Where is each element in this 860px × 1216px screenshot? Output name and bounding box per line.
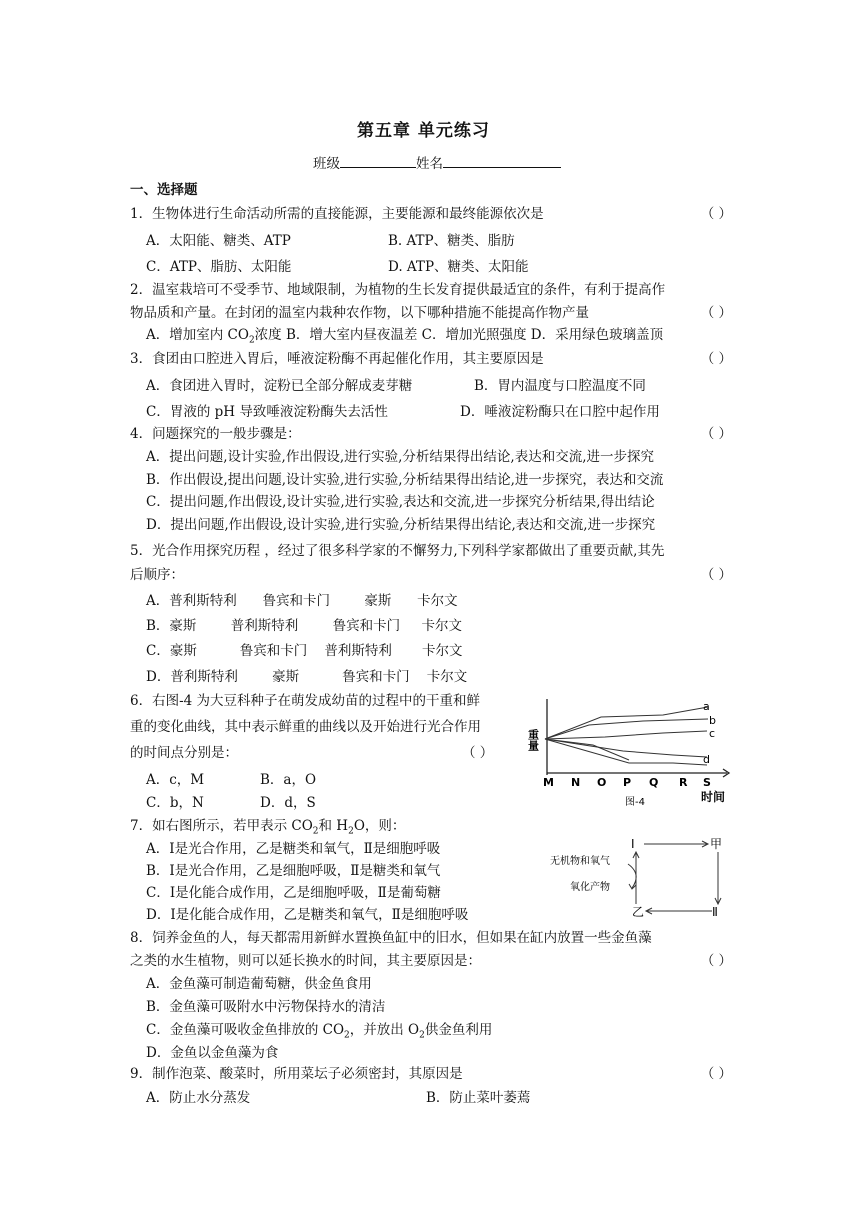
curve-label-c: c: [709, 727, 716, 740]
q8-option-c-part1: C．金鱼藻可吸收金鱼排放的 CO: [146, 1022, 345, 1038]
q5-stem-line2: 后顺序：: [130, 567, 184, 583]
q7-stem-part3: O，则：: [353, 818, 406, 834]
q5-answer-paren[interactable]: （ ）: [700, 567, 732, 583]
page-title: 第五章 单元练习: [357, 121, 490, 141]
q1-option-b: B. ATP、糖类、脂肪: [388, 233, 515, 249]
q9-option-a: A．防止水分蒸发: [146, 1090, 251, 1106]
q5-option-a: A．普利斯特利 鲁宾和卡门 豪斯 卡尔文: [146, 593, 458, 609]
q2-stem-line1: 2．温室栽培可不受季节、地域限制，为植物的生长发育提供最适宜的条件，有利于提高作: [130, 282, 666, 298]
class-label: 班级: [313, 156, 340, 172]
q8-stem-line1: 8．饲养金鱼的人，每天都需用新鲜水置换鱼缸中的旧水，但如果在缸内放置一些金鱼藻: [130, 930, 652, 946]
name-label: 姓名: [416, 156, 443, 172]
q4-option-c: C．提出问题,作出假设,设计实验,进行实验,表达和交流,进一步探究分析结果,得出结论: [146, 494, 655, 510]
q8-option-a: A．金鱼藻可制造葡萄糖，供金鱼食用: [146, 976, 372, 992]
q3-option-a: A．食团进入胃时，淀粉已全部分解成麦芽糖: [146, 378, 413, 394]
q3-option-b: B．胃内温度与口腔温度不同: [474, 378, 646, 394]
x-tick-m: M: [543, 776, 554, 789]
name-blank[interactable]: [443, 153, 561, 168]
section-heading: 一、选择题: [130, 182, 198, 198]
q5-stem-line1: 5．光合作用探究历程 ，经过了很多科学家的不懈努力,下列科学家都做出了重要贡献,其先: [130, 543, 665, 559]
node-yi: 乙: [632, 905, 645, 919]
x-tick-p: P: [623, 776, 632, 789]
q9-option-b: B．防止菜叶萎蔫: [426, 1090, 531, 1106]
figure-7-cycle-diagram: [540, 834, 730, 920]
q7-stem: 7．如右图所示，若甲表示 $CO_2$和 $H_2O$，则：: [130, 818, 406, 837]
q8-option-b: B．金鱼藻可吸附水中污物保持水的清洁: [146, 999, 386, 1015]
x-axis-label: 时间: [701, 790, 726, 804]
q4-answer-paren[interactable]: （ ）: [700, 426, 732, 442]
q4-option-a: A．提出问题,设计实验,作出假设,进行实验,分析结果得出结论,表达和交流,进一步探究: [146, 449, 654, 465]
q7-option-d: D．Ⅰ是化能合成作用，乙是糖类和氧气，Ⅱ是细胞呼吸: [146, 907, 469, 923]
q8-option-c-part3: 供金鱼利用: [424, 1022, 493, 1038]
figure-caption: 图-4: [625, 797, 645, 808]
q7-option-c: C．Ⅰ是化能合成作用，乙是细胞呼吸，Ⅱ是葡萄糖: [146, 885, 441, 901]
curve-label-a: a: [703, 700, 710, 713]
q4-option-b: B．作出假设,提出问题,设计实验,进行实验,分析结果得出结论,进一步探究，表达和交流: [146, 472, 664, 488]
figure-4-growth-chart: [526, 695, 733, 808]
q5-option-c: C．豪斯 鲁宾和卡门 普利斯特利 卡尔文: [146, 643, 463, 659]
q1-stem: 1．生物体进行生命活动所需的直接能源，主要能源和最终能源依次是: [130, 206, 544, 222]
q1-answer-paren[interactable]: （ ）: [700, 206, 732, 222]
q6-option-d: D．d，S: [260, 795, 316, 811]
student-info-line: [313, 152, 561, 172]
q6-option-b: B．a，O: [260, 772, 317, 788]
q9-stem: 9．制作泡菜、酸菜时，所用菜坛子必须密封，其原因是: [130, 1066, 463, 1082]
curve-a: [545, 707, 708, 739]
q8-option-c-part2: ，并放出 O: [349, 1022, 420, 1038]
q7-stem-part1: 7．如右图所示，若甲表示 CO: [130, 818, 313, 834]
x-tick-q: Q: [649, 776, 659, 789]
q7-stem-part2: 和 H: [318, 818, 349, 834]
q3-option-c: C．胃液的 pH 导致唾液淀粉酶失去活性: [146, 404, 388, 420]
q2-options: A．增加室内 $CO_2$浓度 B．增大室内昼夜温差 C．增加光照强度 D．采用绿色玻璃盖顶: [146, 327, 664, 346]
node-jia: 甲: [710, 837, 723, 851]
q8-stem-line2: 之类的水生植物，则可以延长换水的时间，其主要原因是：: [130, 953, 481, 969]
q1-option-a: A．太阳能、糖类、ATP: [146, 233, 291, 249]
q1-option-d: D. ATP、糖类、太阳能: [388, 259, 529, 275]
x-tick-r: R: [679, 776, 688, 789]
q3-option-d: D．唾液淀粉酶只在口腔中起作用: [460, 404, 660, 420]
x-tick-n: N: [571, 776, 581, 789]
y-axis-label: 重量: [526, 729, 540, 751]
q8-option-d: D．金鱼以金鱼藻为食: [146, 1045, 279, 1061]
q2-answer-paren[interactable]: （ ）: [700, 305, 732, 321]
label-inorganic-oxygen: 无机物和氧气: [550, 856, 610, 867]
q6-stem-line1: 6．右图-4 为大豆科种子在萌发成幼苗的过程中的干重和鲜: [130, 693, 481, 709]
x-tick-o: O: [597, 776, 607, 789]
q4-option-d: D．提出问题,作出假设,设计实验,进行实验,分析结果得出结论,表达和交流,进一步探究: [146, 517, 656, 533]
q2-options-part1: A．增加室内 CO: [146, 327, 249, 343]
q2-stem-line2: 物品质和产量。在封闭的温室内栽种农作物，以下哪种措施不能提高作物产量: [130, 305, 589, 321]
q7-option-a: A．Ⅰ是光合作用，乙是糖类和氧气，Ⅱ是细胞呼吸: [146, 841, 441, 857]
q7-option-b: B．Ⅰ是光合作用，乙是细胞呼吸，Ⅱ是糖类和氧气: [146, 863, 441, 879]
curve-label-d: d: [703, 753, 710, 766]
q8-option-c: C．金鱼藻可吸收金鱼排放的 $CO_2$，并放出 $O_2$供金鱼利用: [146, 1022, 493, 1041]
q6-stem-line3: 的时间点分别是：: [130, 745, 238, 761]
q1-option-c: C．ATP、脂肪、太阳能: [146, 259, 292, 275]
x-tick-s: S: [703, 776, 711, 789]
node-I: Ⅰ: [631, 837, 635, 851]
q6-answer-paren[interactable]: （ ）: [462, 745, 494, 761]
label-oxidation-product: 氧化产物: [570, 882, 610, 893]
q3-answer-paren[interactable]: （ ）: [700, 351, 732, 367]
q6-stem-line2: 重的变化曲线，其中表示鲜重的曲线以及开始进行光合作用: [130, 719, 481, 735]
q3-stem: 3．食团由口腔进入胃后，唾液淀粉酶不再起催化作用，其主要原因是: [130, 351, 544, 367]
q8-answer-paren[interactable]: （ ）: [700, 953, 732, 969]
q5-option-d: D．普利斯特利 豪斯 鲁宾和卡门 卡尔文: [146, 669, 468, 685]
curve-label-b: b: [709, 714, 716, 727]
node-II: Ⅱ: [712, 905, 718, 919]
q2-options-part2: 浓度 B．增大室内昼夜温差 C．增加光照强度 D．采用绿色玻璃盖顶: [254, 327, 664, 343]
class-blank[interactable]: [340, 153, 416, 168]
q4-stem: 4．问题探究的一般步骤是：: [130, 426, 301, 442]
q6-option-c: C．b，N: [146, 795, 204, 811]
curve-c: [545, 731, 707, 739]
q9-answer-paren[interactable]: （ ）: [700, 1066, 732, 1082]
q5-option-b: B．豪斯 普利斯特利 鲁宾和卡门 卡尔文: [146, 618, 463, 634]
q6-option-a: A．c，M: [146, 772, 205, 788]
